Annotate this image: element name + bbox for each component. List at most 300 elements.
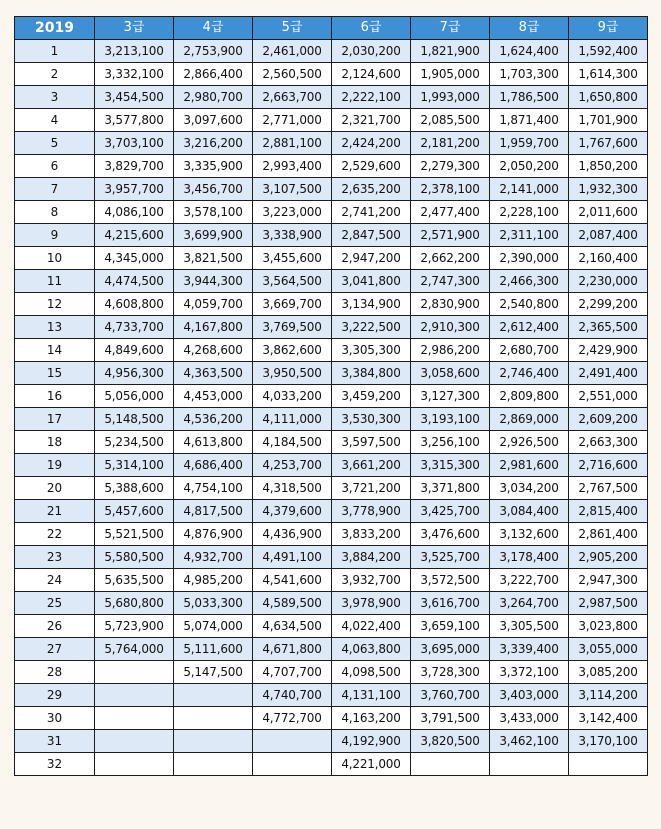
step-cell: 29: [15, 684, 95, 707]
salary-cell: 5,074,000: [174, 615, 253, 638]
salary-cell: 4,772,700: [253, 707, 332, 730]
salary-cell: 2,680,700: [490, 339, 569, 362]
salary-table-frame: [14, 16, 646, 776]
table-row: [15, 615, 648, 638]
salary-cell: [95, 730, 174, 753]
salary-cell: 2,424,200: [332, 132, 411, 155]
salary-cell: 4,167,800: [174, 316, 253, 339]
step-cell: 24: [15, 569, 95, 592]
step-cell: 4: [15, 109, 95, 132]
salary-cell: [253, 730, 332, 753]
salary-cell: 3,142,400: [569, 707, 648, 730]
salary-cell: 2,321,700: [332, 109, 411, 132]
step-cell: 16: [15, 385, 95, 408]
salary-cell: 3,084,400: [490, 500, 569, 523]
step-cell: 22: [15, 523, 95, 546]
salary-cell: 2,461,000: [253, 40, 332, 63]
salary-cell: [174, 684, 253, 707]
salary-cell: 3,178,400: [490, 546, 569, 569]
salary-cell: 4,022,400: [332, 615, 411, 638]
salary-cell: 1,993,000: [411, 86, 490, 109]
salary-cell: [490, 753, 569, 776]
salary-cell: 4,876,900: [174, 523, 253, 546]
salary-cell: 5,723,900: [95, 615, 174, 638]
table-row: [15, 155, 648, 178]
salary-cell: 2,767,500: [569, 477, 648, 500]
salary-cell: 2,124,600: [332, 63, 411, 86]
salary-cell: 3,597,500: [332, 431, 411, 454]
table-row: [15, 40, 648, 63]
table-row: [15, 270, 648, 293]
salary-cell: 3,384,800: [332, 362, 411, 385]
salary-cell: 3,403,000: [490, 684, 569, 707]
salary-cell: 1,767,600: [569, 132, 648, 155]
step-cell: 20: [15, 477, 95, 500]
salary-cell: 2,866,400: [174, 63, 253, 86]
salary-cell: [174, 730, 253, 753]
salary-cell: 2,612,400: [490, 316, 569, 339]
table-row: [15, 408, 648, 431]
salary-cell: 4,059,700: [174, 293, 253, 316]
salary-cell: 4,131,100: [332, 684, 411, 707]
step-cell: 1: [15, 40, 95, 63]
salary-cell: 2,926,500: [490, 431, 569, 454]
salary-cell: [95, 707, 174, 730]
salary-cell: 5,147,500: [174, 661, 253, 684]
salary-cell: 2,141,000: [490, 178, 569, 201]
salary-cell: 3,932,700: [332, 569, 411, 592]
salary-cell: 1,850,200: [569, 155, 648, 178]
salary-cell: 1,650,800: [569, 86, 648, 109]
table-row: [15, 63, 648, 86]
salary-cell: 3,134,900: [332, 293, 411, 316]
step-cell: 14: [15, 339, 95, 362]
salary-cell: 4,634,500: [253, 615, 332, 638]
step-cell: 30: [15, 707, 95, 730]
step-cell: 15: [15, 362, 95, 385]
salary-cell: 4,541,600: [253, 569, 332, 592]
table-row: [15, 86, 648, 109]
salary-cell: 3,339,400: [490, 638, 569, 661]
salary-cell: 4,608,800: [95, 293, 174, 316]
salary-cell: 2,830,900: [411, 293, 490, 316]
salary-cell: 3,661,200: [332, 454, 411, 477]
salary-cell: [174, 753, 253, 776]
salary-cell: 2,365,500: [569, 316, 648, 339]
salary-cell: 4,740,700: [253, 684, 332, 707]
salary-cell: 3,884,200: [332, 546, 411, 569]
salary-cell: 4,215,600: [95, 224, 174, 247]
salary-cell: 2,747,300: [411, 270, 490, 293]
step-cell: 11: [15, 270, 95, 293]
salary-cell: 2,993,400: [253, 155, 332, 178]
step-cell: 31: [15, 730, 95, 753]
salary-cell: 1,703,300: [490, 63, 569, 86]
salary-cell: [569, 753, 648, 776]
salary-cell: [174, 707, 253, 730]
salary-cell: 3,338,900: [253, 224, 332, 247]
step-cell: 13: [15, 316, 95, 339]
salary-cell: 3,462,100: [490, 730, 569, 753]
salary-cell: 2,746,400: [490, 362, 569, 385]
salary-cell: 3,695,000: [411, 638, 490, 661]
salary-cell: 5,457,600: [95, 500, 174, 523]
salary-cell: 2,299,200: [569, 293, 648, 316]
salary-cell: 2,663,700: [253, 86, 332, 109]
salary-cell: 4,849,600: [95, 339, 174, 362]
salary-cell: 3,170,100: [569, 730, 648, 753]
salary-cell: [95, 753, 174, 776]
salary-cell: 2,609,200: [569, 408, 648, 431]
salary-cell: 4,098,500: [332, 661, 411, 684]
header-year: 2019: [15, 17, 95, 40]
salary-cell: 1,786,500: [490, 86, 569, 109]
salary-cell: 3,114,200: [569, 684, 648, 707]
salary-cell: 3,728,300: [411, 661, 490, 684]
salary-cell: [95, 684, 174, 707]
table-row: [15, 431, 648, 454]
header-grade-3: 3급: [95, 17, 174, 40]
step-cell: 10: [15, 247, 95, 270]
step-cell: 3: [15, 86, 95, 109]
salary-cell: 3,829,700: [95, 155, 174, 178]
table-row: [15, 224, 648, 247]
salary-cell: 4,589,500: [253, 592, 332, 615]
salary-cell: 3,085,200: [569, 661, 648, 684]
salary-cell: 3,944,300: [174, 270, 253, 293]
salary-cell: [411, 753, 490, 776]
salary-cell: 3,721,200: [332, 477, 411, 500]
table-row: [15, 247, 648, 270]
salary-cell: 1,959,700: [490, 132, 569, 155]
salary-cell: 5,033,300: [174, 592, 253, 615]
table-row: [15, 201, 648, 224]
salary-cell: 2,753,900: [174, 40, 253, 63]
salary-cell: 3,530,300: [332, 408, 411, 431]
salary-cell: 2,869,000: [490, 408, 569, 431]
salary-cell: 2,981,600: [490, 454, 569, 477]
salary-cell: 3,305,500: [490, 615, 569, 638]
salary-cell: 2,771,000: [253, 109, 332, 132]
salary-cell: 3,821,500: [174, 247, 253, 270]
salary-cell: 4,686,400: [174, 454, 253, 477]
salary-cell: 3,669,700: [253, 293, 332, 316]
salary-cell: 1,701,900: [569, 109, 648, 132]
step-cell: 8: [15, 201, 95, 224]
salary-cell: 3,058,600: [411, 362, 490, 385]
salary-cell: 2,529,600: [332, 155, 411, 178]
salary-cell: 3,222,700: [490, 569, 569, 592]
table-row: [15, 684, 648, 707]
salary-cell: 4,221,000: [332, 753, 411, 776]
salary-cell: 3,578,100: [174, 201, 253, 224]
salary-cell: 2,905,200: [569, 546, 648, 569]
salary-cell: 3,034,200: [490, 477, 569, 500]
table-header-row: [15, 17, 648, 40]
salary-cell: [253, 753, 332, 776]
salary-cell: 3,978,900: [332, 592, 411, 615]
salary-cell: 4,253,700: [253, 454, 332, 477]
salary-cell: 3,023,800: [569, 615, 648, 638]
step-cell: 2: [15, 63, 95, 86]
step-cell: 5: [15, 132, 95, 155]
table-row: [15, 339, 648, 362]
salary-cell: 4,163,200: [332, 707, 411, 730]
salary-cell: 2,222,100: [332, 86, 411, 109]
salary-cell: 3,950,500: [253, 362, 332, 385]
salary-cell: 4,033,200: [253, 385, 332, 408]
table-row: [15, 730, 648, 753]
salary-cell: 3,107,500: [253, 178, 332, 201]
salary-cell: 4,111,000: [253, 408, 332, 431]
salary-cell: 3,659,100: [411, 615, 490, 638]
salary-cell: 1,821,900: [411, 40, 490, 63]
salary-cell: 3,791,500: [411, 707, 490, 730]
salary-cell: 2,466,300: [490, 270, 569, 293]
salary-cell: 2,429,900: [569, 339, 648, 362]
salary-cell: 2,663,300: [569, 431, 648, 454]
salary-cell: 2,551,000: [569, 385, 648, 408]
salary-cell: 2,181,200: [411, 132, 490, 155]
salary-cell: 3,425,700: [411, 500, 490, 523]
salary-cell: 3,616,700: [411, 592, 490, 615]
salary-cell: 2,815,400: [569, 500, 648, 523]
salary-cell: 3,957,700: [95, 178, 174, 201]
salary-cell: 4,379,600: [253, 500, 332, 523]
salary-cell: 2,571,900: [411, 224, 490, 247]
step-cell: 27: [15, 638, 95, 661]
salary-cell: 4,453,000: [174, 385, 253, 408]
salary-cell: 2,228,100: [490, 201, 569, 224]
salary-cell: 4,345,000: [95, 247, 174, 270]
salary-cell: 3,315,300: [411, 454, 490, 477]
salary-cell: 3,371,800: [411, 477, 490, 500]
salary-cell: 3,455,600: [253, 247, 332, 270]
salary-cell: 4,985,200: [174, 569, 253, 592]
table-body: [15, 40, 648, 776]
salary-cell: 2,987,500: [569, 592, 648, 615]
salary-cell: 4,318,500: [253, 477, 332, 500]
salary-cell: 2,477,400: [411, 201, 490, 224]
step-cell: 19: [15, 454, 95, 477]
salary-cell: 3,223,000: [253, 201, 332, 224]
salary-cell: 4,817,500: [174, 500, 253, 523]
salary-cell: 3,699,900: [174, 224, 253, 247]
salary-cell: 3,572,500: [411, 569, 490, 592]
salary-cell: 3,433,000: [490, 707, 569, 730]
table-row: [15, 316, 648, 339]
table-row: [15, 753, 648, 776]
table-row: [15, 385, 648, 408]
salary-cell: 1,932,300: [569, 178, 648, 201]
table-row: [15, 362, 648, 385]
salary-cell: 2,050,200: [490, 155, 569, 178]
table-row: [15, 546, 648, 569]
salary-cell: 3,213,100: [95, 40, 174, 63]
salary-cell: 2,311,100: [490, 224, 569, 247]
salary-cell: 2,662,200: [411, 247, 490, 270]
salary-table: [14, 16, 648, 776]
salary-cell: 3,778,900: [332, 500, 411, 523]
salary-cell: 4,063,800: [332, 638, 411, 661]
salary-cell: 4,268,600: [174, 339, 253, 362]
salary-cell: 3,305,300: [332, 339, 411, 362]
salary-cell: 5,388,600: [95, 477, 174, 500]
salary-cell: 3,454,500: [95, 86, 174, 109]
salary-cell: 3,216,200: [174, 132, 253, 155]
salary-cell: 3,264,700: [490, 592, 569, 615]
salary-cell: 3,127,300: [411, 385, 490, 408]
salary-cell: 2,741,200: [332, 201, 411, 224]
salary-cell: 1,871,400: [490, 109, 569, 132]
salary-cell: 4,754,100: [174, 477, 253, 500]
table-row: [15, 109, 648, 132]
salary-cell: 2,085,500: [411, 109, 490, 132]
salary-cell: 3,862,600: [253, 339, 332, 362]
salary-cell: 3,132,600: [490, 523, 569, 546]
salary-cell: 2,635,200: [332, 178, 411, 201]
step-cell: 12: [15, 293, 95, 316]
salary-cell: 1,905,000: [411, 63, 490, 86]
salary-cell: 3,459,200: [332, 385, 411, 408]
step-cell: 9: [15, 224, 95, 247]
salary-cell: 2,491,400: [569, 362, 648, 385]
salary-cell: 2,980,700: [174, 86, 253, 109]
header-grade-7: 7급: [411, 17, 490, 40]
table-row: [15, 178, 648, 201]
salary-cell: 3,564,500: [253, 270, 332, 293]
salary-cell: 4,613,800: [174, 431, 253, 454]
step-cell: 25: [15, 592, 95, 615]
salary-cell: 2,881,100: [253, 132, 332, 155]
salary-cell: 2,390,000: [490, 247, 569, 270]
salary-cell: 2,986,200: [411, 339, 490, 362]
salary-cell: 2,279,300: [411, 155, 490, 178]
salary-cell: 3,193,100: [411, 408, 490, 431]
salary-cell: 5,521,500: [95, 523, 174, 546]
table-row: [15, 569, 648, 592]
header-grade-6: 6급: [332, 17, 411, 40]
salary-cell: 5,580,500: [95, 546, 174, 569]
header-grade-8: 8급: [490, 17, 569, 40]
salary-cell: 2,540,800: [490, 293, 569, 316]
salary-cell: 4,733,700: [95, 316, 174, 339]
salary-cell: 4,956,300: [95, 362, 174, 385]
salary-cell: 3,769,500: [253, 316, 332, 339]
salary-cell: 4,474,500: [95, 270, 174, 293]
salary-cell: 4,932,700: [174, 546, 253, 569]
salary-cell: 3,335,900: [174, 155, 253, 178]
table-row: [15, 592, 648, 615]
step-cell: 32: [15, 753, 95, 776]
salary-cell: 3,222,500: [332, 316, 411, 339]
salary-cell: 4,536,200: [174, 408, 253, 431]
salary-cell: 3,833,200: [332, 523, 411, 546]
salary-cell: [95, 661, 174, 684]
salary-cell: 3,820,500: [411, 730, 490, 753]
table-row: [15, 500, 648, 523]
salary-cell: 2,910,300: [411, 316, 490, 339]
step-cell: 17: [15, 408, 95, 431]
salary-cell: 4,086,100: [95, 201, 174, 224]
table-row: [15, 132, 648, 155]
salary-cell: 4,491,100: [253, 546, 332, 569]
salary-cell: 4,671,800: [253, 638, 332, 661]
salary-cell: 5,234,500: [95, 431, 174, 454]
header-grade-4: 4급: [174, 17, 253, 40]
salary-cell: 3,097,600: [174, 109, 253, 132]
header-grade-9: 9급: [569, 17, 648, 40]
salary-cell: 2,560,500: [253, 63, 332, 86]
salary-cell: 5,635,500: [95, 569, 174, 592]
salary-cell: 2,947,200: [332, 247, 411, 270]
salary-cell: 3,456,700: [174, 178, 253, 201]
salary-cell: 2,087,400: [569, 224, 648, 247]
salary-cell: 4,192,900: [332, 730, 411, 753]
salary-cell: 5,764,000: [95, 638, 174, 661]
salary-cell: 4,184,500: [253, 431, 332, 454]
salary-cell: 3,256,100: [411, 431, 490, 454]
step-cell: 18: [15, 431, 95, 454]
step-cell: 26: [15, 615, 95, 638]
salary-cell: 3,476,600: [411, 523, 490, 546]
salary-cell: 3,332,100: [95, 63, 174, 86]
salary-cell: 3,041,800: [332, 270, 411, 293]
salary-cell: 5,314,100: [95, 454, 174, 477]
salary-cell: 5,056,000: [95, 385, 174, 408]
salary-cell: 2,809,800: [490, 385, 569, 408]
table-row: [15, 638, 648, 661]
header-grade-5: 5급: [253, 17, 332, 40]
salary-cell: 2,847,500: [332, 224, 411, 247]
step-cell: 28: [15, 661, 95, 684]
salary-cell: 2,160,400: [569, 247, 648, 270]
salary-cell: 2,230,000: [569, 270, 648, 293]
table-row: [15, 454, 648, 477]
salary-cell: 1,592,400: [569, 40, 648, 63]
salary-cell: 3,055,000: [569, 638, 648, 661]
salary-cell: 2,378,100: [411, 178, 490, 201]
table-row: [15, 707, 648, 730]
table-row: [15, 477, 648, 500]
salary-cell: 4,363,500: [174, 362, 253, 385]
salary-cell: 3,577,800: [95, 109, 174, 132]
salary-cell: 2,030,200: [332, 40, 411, 63]
salary-cell: 2,947,300: [569, 569, 648, 592]
salary-cell: 5,680,800: [95, 592, 174, 615]
table-row: [15, 293, 648, 316]
salary-cell: 2,011,600: [569, 201, 648, 224]
step-cell: 23: [15, 546, 95, 569]
salary-cell: 3,525,700: [411, 546, 490, 569]
salary-cell: 4,707,700: [253, 661, 332, 684]
salary-cell: 5,111,600: [174, 638, 253, 661]
step-cell: 21: [15, 500, 95, 523]
salary-cell: 3,372,100: [490, 661, 569, 684]
salary-cell: 2,716,600: [569, 454, 648, 477]
step-cell: 6: [15, 155, 95, 178]
salary-cell: 2,861,400: [569, 523, 648, 546]
salary-cell: 3,703,100: [95, 132, 174, 155]
table-row: [15, 523, 648, 546]
table-row: [15, 661, 648, 684]
salary-cell: 4,436,900: [253, 523, 332, 546]
salary-cell: 3,760,700: [411, 684, 490, 707]
salary-cell: 1,624,400: [490, 40, 569, 63]
step-cell: 7: [15, 178, 95, 201]
salary-cell: 1,614,300: [569, 63, 648, 86]
salary-cell: 5,148,500: [95, 408, 174, 431]
